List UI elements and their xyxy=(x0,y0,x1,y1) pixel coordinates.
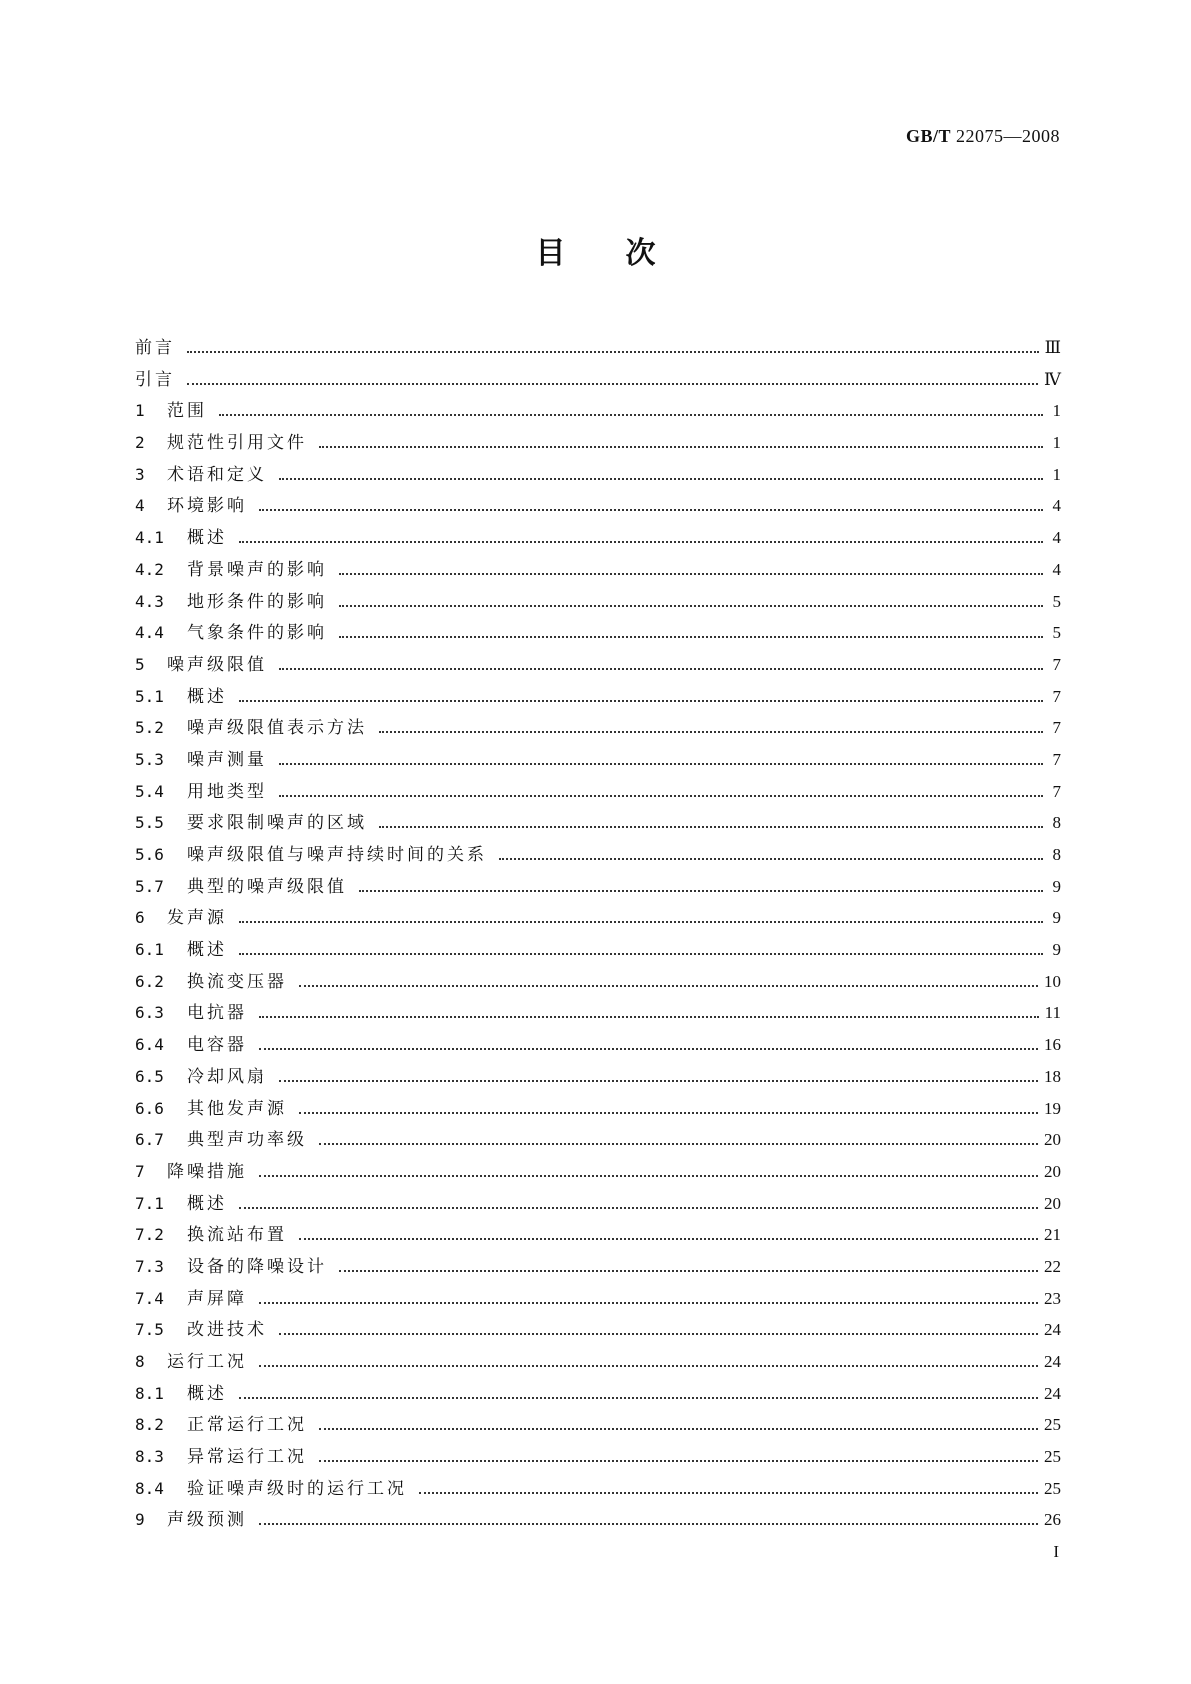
toc-entry-label: 概述 xyxy=(187,1193,227,1214)
toc-entry-page: 25 xyxy=(1044,1478,1061,1498)
toc-dot-leader xyxy=(299,1111,1038,1114)
toc-entry-label: 其他发声源 xyxy=(187,1098,287,1119)
toc-entry[interactable] xyxy=(135,872,1061,904)
toc-entry[interactable] xyxy=(135,1157,1061,1189)
toc-entry-label: 术语和定义 xyxy=(167,464,267,485)
toc-entry-label: 前言 xyxy=(135,338,175,358)
toc-entry-number: 5.5 xyxy=(135,813,164,833)
toc-entry-page: 11 xyxy=(1044,1003,1061,1023)
toc-entry-number: 7 xyxy=(135,1161,145,1181)
toc-dot-leader xyxy=(279,1332,1038,1335)
toc-entry-number: 4.1 xyxy=(135,528,164,548)
toc-dot-leader xyxy=(239,1206,1038,1209)
toc-entry-page: 16 xyxy=(1044,1035,1061,1055)
toc-entry-label: 范围 xyxy=(167,401,207,422)
toc-entry-label: 运行工况 xyxy=(167,1352,247,1372)
toc-entry-label: 背景噪声的影响 xyxy=(187,559,327,580)
page-title: 目次 xyxy=(535,236,716,271)
toc-entry-page: 20 xyxy=(1044,1193,1061,1213)
toc-entry-label: 用地类型 xyxy=(187,781,267,802)
toc-entry-page: 8 xyxy=(1052,813,1061,833)
toc-dot-leader xyxy=(187,382,1038,385)
toc-entry-label: 地形条件的影响 xyxy=(187,591,327,612)
toc-entry-label: 正常运行工况 xyxy=(187,1415,307,1436)
toc-dot-leader xyxy=(279,794,1043,797)
toc-entry-label: 改进技术 xyxy=(187,1320,267,1341)
toc-entry[interactable] xyxy=(135,428,1061,460)
toc-entry-page: 9 xyxy=(1052,876,1061,896)
toc-entry[interactable] xyxy=(135,555,1061,587)
toc-entry-number: 8.2 xyxy=(135,1415,164,1435)
toc-entry-page: 7 xyxy=(1052,686,1061,706)
toc-entry[interactable] xyxy=(135,998,1061,1030)
toc-entry-number: 6.1 xyxy=(135,940,164,960)
toc-dot-leader xyxy=(379,730,1043,733)
toc-entry-number: 6.3 xyxy=(135,1003,164,1023)
toc-entry-number: 4.3 xyxy=(135,591,164,611)
toc-entry-page: 19 xyxy=(1044,1098,1061,1118)
toc-entry-label: 换流变压器 xyxy=(187,971,287,992)
toc-entry-label: 异常运行工况 xyxy=(187,1447,307,1468)
toc-dot-leader xyxy=(259,1522,1038,1525)
toc-entry-page: 1 xyxy=(1052,401,1061,421)
toc-dot-leader xyxy=(339,1269,1038,1272)
toc-entry[interactable] xyxy=(135,745,1061,777)
toc-entry[interactable] xyxy=(135,1189,1061,1221)
toc-entry-number: 4.2 xyxy=(135,559,164,579)
toc-entry-label: 概述 xyxy=(187,940,227,961)
toc-entry-number: 8.1 xyxy=(135,1383,164,1403)
toc-entry-page: 5 xyxy=(1052,591,1061,611)
toc-entry-page: 23 xyxy=(1044,1288,1061,1308)
toc-entry-label: 发声源 xyxy=(167,908,227,929)
toc-entry-number: 1 xyxy=(135,401,145,421)
toc-dot-leader xyxy=(239,699,1043,702)
toc-dot-leader xyxy=(259,1364,1038,1367)
toc-dot-leader xyxy=(259,508,1043,511)
toc-entry-number: 7.1 xyxy=(135,1193,164,1213)
toc-entry-number: 3 xyxy=(135,464,145,484)
toc-entry-number: 8.3 xyxy=(135,1447,164,1467)
toc-entry-label: 换流站布置 xyxy=(187,1225,287,1246)
toc-entry-label: 冷却风扇 xyxy=(187,1066,267,1087)
toc-entry-page: 24 xyxy=(1044,1320,1061,1340)
toc-dot-leader xyxy=(219,413,1043,416)
toc-entry-page: 10 xyxy=(1044,971,1061,991)
toc-entry[interactable] xyxy=(135,840,1061,872)
toc-entry[interactable] xyxy=(135,523,1061,555)
toc-entry-page: 18 xyxy=(1044,1066,1061,1086)
toc-entry-number: 7.4 xyxy=(135,1288,164,1308)
toc-entry-label: 引言 xyxy=(135,369,175,390)
toc-dot-leader xyxy=(419,1491,1038,1494)
toc-entry-number: 8.4 xyxy=(135,1478,164,1498)
toc-entry[interactable] xyxy=(135,460,1061,492)
toc-dot-leader xyxy=(379,825,1043,828)
toc-entry[interactable] xyxy=(135,1094,1061,1126)
toc-dot-leader xyxy=(259,1015,1039,1018)
toc-entry[interactable] xyxy=(135,713,1061,745)
toc-dot-leader xyxy=(339,604,1043,607)
toc-entry-page: 7 xyxy=(1052,749,1061,769)
toc-dot-leader xyxy=(239,952,1043,955)
toc-entry[interactable] xyxy=(135,1410,1061,1442)
toc-entry[interactable] xyxy=(135,1347,1061,1379)
toc-dot-leader xyxy=(299,1237,1038,1240)
toc-entry-label: 噪声测量 xyxy=(187,749,267,770)
toc-entry-label: 噪声级限值与噪声持续时间的关系 xyxy=(187,845,487,865)
toc-entry-number: 5.4 xyxy=(135,781,164,801)
toc-entry[interactable] xyxy=(135,650,1061,682)
toc-entry-number: 7.2 xyxy=(135,1225,164,1245)
toc-entry-number: 6.4 xyxy=(135,1035,164,1055)
toc-dot-leader xyxy=(279,477,1043,480)
toc-entry-page: Ⅳ xyxy=(1044,369,1061,389)
toc-entry[interactable] xyxy=(135,396,1061,428)
toc-entry-page: 24 xyxy=(1044,1352,1061,1371)
toc-entry[interactable] xyxy=(135,1030,1061,1062)
toc-dot-leader xyxy=(259,1174,1038,1177)
toc-dot-leader xyxy=(339,635,1043,638)
toc-entry-number: 5.7 xyxy=(135,876,164,896)
toc-entry-label: 概述 xyxy=(187,528,227,549)
toc-entry-page: 25 xyxy=(1044,1447,1061,1467)
toc-entry-number: 5.3 xyxy=(135,749,164,769)
toc-dot-leader xyxy=(239,540,1043,543)
toc-entry-number: 4.4 xyxy=(135,623,164,643)
toc-dot-leader xyxy=(259,1301,1038,1304)
toc-entry-label: 声屏障 xyxy=(187,1288,247,1309)
toc-entry-page: 9 xyxy=(1052,940,1061,960)
standard-code xyxy=(906,126,1060,147)
toc-entry-page: 20 xyxy=(1044,1130,1061,1150)
toc-entry-label: 噪声级限值表示方法 xyxy=(187,718,367,739)
toc-entry[interactable] xyxy=(135,903,1061,935)
toc-entry[interactable] xyxy=(135,1315,1061,1347)
toc-entry[interactable] xyxy=(135,1125,1061,1157)
toc-entry-page: 9 xyxy=(1052,908,1061,928)
toc-entry-label: 降噪措施 xyxy=(167,1161,247,1182)
toc-entry[interactable] xyxy=(135,777,1061,809)
toc-entry[interactable] xyxy=(135,682,1061,714)
toc-entry-label: 设备的降噪设计 xyxy=(187,1256,327,1277)
toc-entry-number: 6.6 xyxy=(135,1098,164,1118)
toc-entry[interactable] xyxy=(135,333,1061,365)
toc-dot-leader xyxy=(187,350,1039,353)
toc-entry-number: 6.7 xyxy=(135,1130,164,1150)
toc-dot-leader xyxy=(239,1396,1038,1399)
toc-entry-label: 要求限制噪声的区域 xyxy=(187,813,367,834)
toc-entry-label: 规范性引用文件 xyxy=(167,433,307,454)
toc-entry-number: 7.3 xyxy=(135,1256,164,1276)
toc-entry-page: 5 xyxy=(1052,623,1061,643)
toc-entry[interactable] xyxy=(135,808,1061,840)
toc-entry-number: 6.5 xyxy=(135,1066,164,1086)
toc-entry-page: 26 xyxy=(1044,1510,1061,1530)
toc-entry-number: 4 xyxy=(135,496,145,516)
toc-entry[interactable] xyxy=(135,1252,1061,1284)
toc-entry[interactable] xyxy=(135,935,1061,967)
toc-entry[interactable] xyxy=(135,365,1061,397)
toc-entry-label: 声级预测 xyxy=(167,1510,247,1531)
toc-entry-page: 1 xyxy=(1052,464,1061,484)
toc-entry[interactable] xyxy=(135,1220,1061,1252)
toc-entry[interactable] xyxy=(135,1062,1061,1094)
toc-dot-leader xyxy=(359,889,1043,892)
toc-entry-page: 4 xyxy=(1052,528,1061,548)
toc-entry-page: 7 xyxy=(1052,718,1061,738)
toc-entry-number: 7.5 xyxy=(135,1320,164,1340)
toc-entry[interactable] xyxy=(135,618,1061,650)
toc-dot-leader xyxy=(259,1047,1038,1050)
toc-dot-leader xyxy=(319,1427,1038,1430)
toc-dot-leader xyxy=(279,762,1043,765)
toc-entry-page: 4 xyxy=(1052,496,1061,516)
toc-entry-number: 8 xyxy=(135,1352,145,1371)
toc-entry-label: 电抗器 xyxy=(187,1003,247,1024)
toc-entry-number: 9 xyxy=(135,1510,145,1530)
toc-entry[interactable] xyxy=(135,1442,1061,1474)
toc-entry-label: 概述 xyxy=(187,1383,227,1404)
toc-dot-leader xyxy=(319,445,1043,448)
toc-entry-number: 5 xyxy=(135,654,145,674)
toc-entry-label: 噪声级限值 xyxy=(167,654,267,675)
toc-entry-number: 6.2 xyxy=(135,971,164,991)
toc-entry-page: 25 xyxy=(1044,1415,1061,1435)
toc-entry-page: 8 xyxy=(1052,845,1061,864)
toc-entry[interactable] xyxy=(135,1284,1061,1316)
toc-entry[interactable] xyxy=(135,1379,1061,1411)
toc-entry-label: 典型的噪声级限值 xyxy=(187,876,347,897)
standard-prefix: GB/T xyxy=(905,126,951,146)
toc-entry-page: 4 xyxy=(1052,559,1061,579)
toc-entry-page: 7 xyxy=(1052,654,1061,674)
toc-entry[interactable] xyxy=(135,587,1061,619)
toc-entry-page: 22 xyxy=(1044,1256,1061,1276)
toc-entry-label: 气象条件的影响 xyxy=(187,623,327,644)
toc-dot-leader xyxy=(319,1459,1038,1462)
toc-entry-label: 概述 xyxy=(187,686,227,707)
toc-entry[interactable] xyxy=(135,1505,1061,1537)
toc-entry-number: 5.6 xyxy=(135,845,164,864)
toc-dot-leader xyxy=(279,1079,1038,1082)
table-of-contents xyxy=(135,333,1061,1537)
toc-dot-leader xyxy=(279,667,1043,670)
toc-entry-number: 5.1 xyxy=(135,686,164,706)
toc-dot-leader xyxy=(299,984,1038,987)
toc-entry-number: 2 xyxy=(135,433,145,453)
toc-entry-page: 21 xyxy=(1044,1225,1061,1245)
toc-entry-page: 1 xyxy=(1052,433,1061,453)
toc-entry[interactable] xyxy=(135,1474,1061,1506)
standard-number: 22075—2008 xyxy=(956,126,1060,146)
toc-entry-label: 典型声功率级 xyxy=(187,1130,307,1151)
toc-entry-page: 20 xyxy=(1044,1161,1061,1181)
toc-entry-label: 验证噪声级时的运行工况 xyxy=(187,1478,407,1499)
toc-entry-label: 环境影响 xyxy=(167,496,247,517)
page-number: I xyxy=(1053,1542,1059,1561)
toc-entry-page: 7 xyxy=(1052,781,1061,801)
toc-entry-number: 5.2 xyxy=(135,718,164,738)
toc-entry-number: 6 xyxy=(135,908,145,928)
toc-dot-leader xyxy=(339,572,1043,575)
toc-dot-leader xyxy=(239,920,1043,923)
toc-entry-page: 24 xyxy=(1044,1383,1061,1403)
toc-dot-leader xyxy=(499,857,1043,860)
toc-entry-label: 电容器 xyxy=(187,1035,247,1056)
toc-entry-page: Ⅲ xyxy=(1044,338,1061,357)
toc-entry[interactable] xyxy=(135,491,1061,523)
toc-dot-leader xyxy=(319,1142,1038,1145)
toc-entry[interactable] xyxy=(135,967,1061,999)
